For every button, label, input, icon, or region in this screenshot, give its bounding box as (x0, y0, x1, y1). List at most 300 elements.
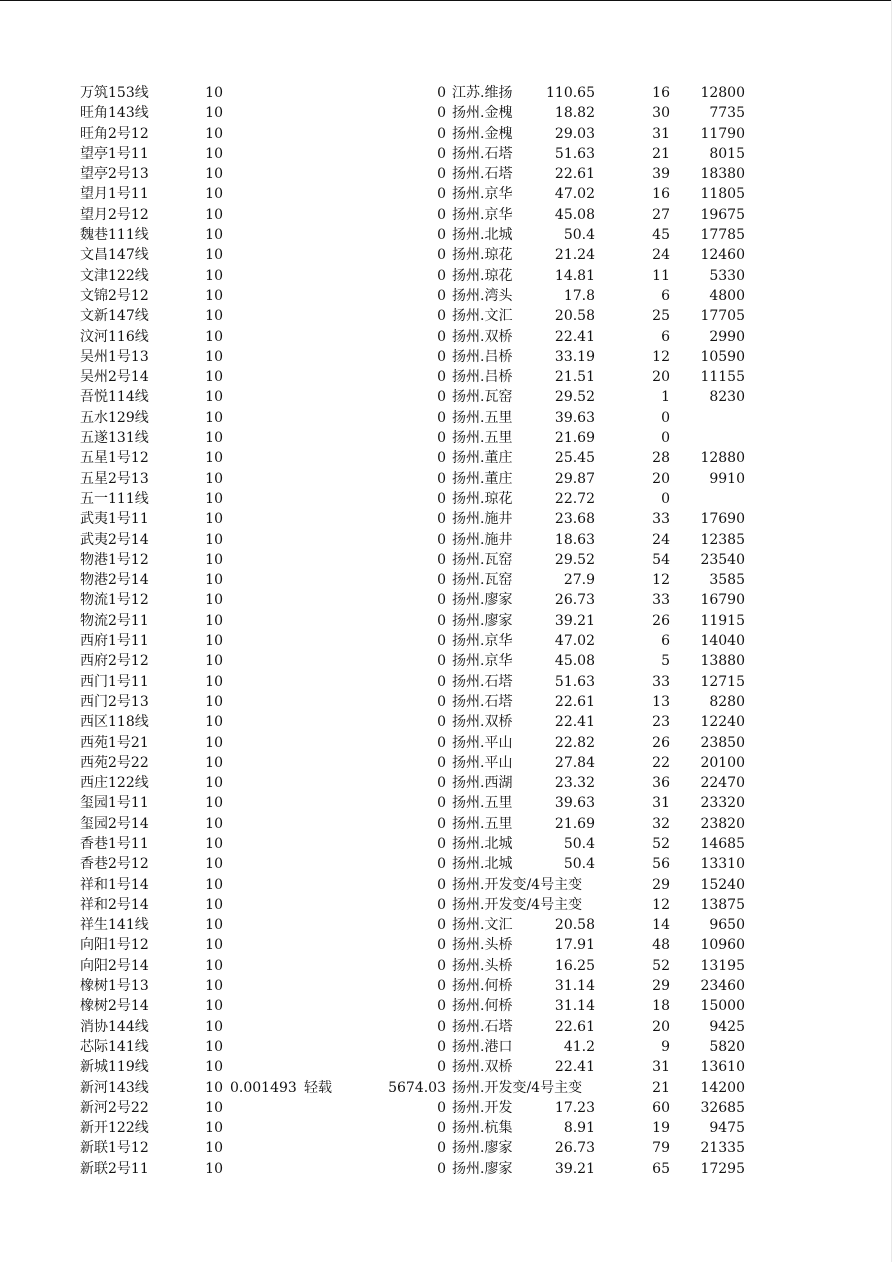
table-row (0, 509, 892, 529)
substation-cell: 扬州.开发 (452, 1099, 513, 1116)
substation-cell: 扬州.京华 (452, 633, 513, 650)
capacity-cell: 18380 (700, 166, 745, 183)
capacity-cell: 9650 (709, 917, 745, 934)
line-name-cell: 西区118线 (80, 714, 149, 731)
capacity-cell: 11155 (700, 369, 745, 386)
capacity-cell: 14685 (700, 835, 745, 852)
line-name-cell: 物港2号14 (80, 572, 149, 589)
table-row (0, 550, 892, 570)
table-row (0, 1037, 892, 1057)
voltage-cell: 10 (205, 1120, 223, 1137)
length-cell: 41.2 (563, 1038, 595, 1055)
voltage-cell: 10 (205, 734, 223, 751)
substation-cell: 扬州.西湖 (452, 775, 513, 792)
length-cell: 39.63 (554, 795, 595, 812)
substation-cell: 扬州.平山 (452, 734, 513, 751)
load-rate-cell: 0.001493 (230, 1079, 297, 1096)
capacity-cell: 17705 (700, 308, 745, 325)
voltage-cell: 10 (205, 1160, 223, 1177)
table-row (0, 469, 892, 489)
loss-cell: 0 (437, 490, 446, 507)
loss-cell: 0 (437, 1059, 446, 1076)
table-row (0, 834, 892, 854)
capacity-cell: 23820 (700, 815, 745, 832)
transformer-count-cell: 27 (652, 206, 670, 223)
voltage-cell: 10 (205, 389, 223, 406)
voltage-cell: 10 (205, 998, 223, 1015)
length-cell: 22.41 (554, 328, 595, 345)
line-name-cell: 新联2号11 (80, 1160, 149, 1177)
substation-cell: 扬州.杭集 (452, 1120, 513, 1137)
line-name-cell: 望月1号11 (80, 186, 149, 203)
spreadsheet-table (0, 83, 892, 1179)
line-name-cell: 万筑153线 (80, 85, 149, 101)
substation-cell: 扬州.五里 (452, 815, 513, 832)
length-cell: 31.14 (554, 998, 595, 1015)
voltage-cell: 10 (205, 287, 223, 304)
length-cell: 22.72 (554, 490, 595, 507)
transformer-count-cell: 36 (652, 775, 670, 792)
top-border (0, 0, 892, 1)
transformer-count-cell: 32 (652, 815, 670, 832)
voltage-cell: 10 (205, 1038, 223, 1055)
loss-cell: 0 (437, 348, 446, 365)
voltage-cell: 10 (205, 957, 223, 974)
substation-cell: 扬州.文汇 (452, 917, 513, 934)
substation-cell: 扬州.开发变/4号主变 (452, 1079, 583, 1096)
transformer-count-cell: 21 (652, 145, 670, 162)
substation-cell: 扬州.五里 (452, 795, 513, 812)
table-row (0, 124, 892, 144)
length-cell: 50.4 (563, 835, 595, 852)
transformer-count-cell: 20 (652, 1018, 670, 1035)
voltage-cell: 10 (205, 876, 223, 893)
table-row (0, 712, 892, 732)
capacity-cell: 32685 (700, 1099, 745, 1116)
table-row (0, 773, 892, 793)
voltage-cell: 10 (205, 531, 223, 548)
substation-cell: 扬州.琼花 (452, 490, 513, 507)
transformer-count-cell: 6 (661, 633, 670, 650)
line-name-cell: 物港1号12 (80, 551, 149, 568)
transformer-count-cell: 16 (652, 85, 670, 101)
length-cell: 18.82 (554, 105, 595, 122)
transformer-count-cell: 22 (652, 754, 670, 771)
transformer-count-cell: 11 (652, 267, 670, 284)
substation-cell: 扬州.董庄 (452, 470, 513, 487)
capacity-cell: 23540 (700, 551, 745, 568)
capacity-cell: 9910 (709, 470, 745, 487)
table-row (0, 530, 892, 550)
loss-cell: 0 (437, 835, 446, 852)
capacity-cell: 19675 (700, 206, 745, 223)
transformer-count-cell: 65 (652, 1160, 670, 1177)
transformer-count-cell: 48 (652, 937, 670, 954)
length-cell: 47.02 (554, 633, 595, 650)
loss-cell: 0 (437, 186, 446, 203)
substation-cell: 扬州.平山 (452, 754, 513, 771)
table-row (0, 225, 892, 245)
table-row (0, 651, 892, 671)
voltage-cell: 10 (205, 267, 223, 284)
loss-cell: 0 (437, 1140, 446, 1157)
length-cell: 22.41 (554, 714, 595, 731)
length-cell: 17.91 (554, 937, 595, 954)
table-row (0, 245, 892, 265)
loss-cell: 0 (437, 247, 446, 264)
transformer-count-cell: 24 (652, 531, 670, 548)
substation-cell: 扬州.开发变/4号主变 (452, 876, 583, 893)
loss-cell: 0 (437, 693, 446, 710)
length-cell: 21.69 (554, 430, 595, 447)
capacity-cell: 12460 (700, 247, 745, 264)
transformer-count-cell: 0 (661, 409, 670, 426)
substation-cell: 扬州.京华 (452, 206, 513, 223)
voltage-cell: 10 (205, 328, 223, 345)
voltage-cell: 10 (205, 369, 223, 386)
voltage-cell: 10 (205, 227, 223, 244)
substation-cell: 扬州.五里 (452, 409, 513, 426)
line-name-cell: 物流1号12 (80, 592, 149, 609)
transformer-count-cell: 25 (652, 308, 670, 325)
line-name-cell: 西庄122线 (80, 775, 149, 792)
line-name-cell: 新城119线 (80, 1059, 149, 1076)
substation-cell: 扬州.五里 (452, 430, 513, 447)
capacity-cell: 23850 (700, 734, 745, 751)
loss-cell: 0 (437, 714, 446, 731)
loss-cell: 0 (437, 328, 446, 345)
table-row (0, 753, 892, 773)
table-row (0, 408, 892, 428)
substation-cell: 扬州.吕桥 (452, 369, 513, 386)
substation-cell: 扬州.双桥 (452, 328, 513, 345)
substation-cell: 扬州.石塔 (452, 673, 513, 690)
capacity-cell: 17690 (700, 511, 745, 528)
loss-cell: 0 (437, 896, 446, 913)
substation-cell: 扬州.瓦窑 (452, 551, 513, 568)
transformer-count-cell: 26 (652, 734, 670, 751)
substation-cell: 扬州.施井 (452, 531, 513, 548)
capacity-cell: 5330 (709, 267, 745, 284)
table-row (0, 590, 892, 610)
loss-cell: 0 (437, 1160, 446, 1177)
length-cell: 20.58 (554, 917, 595, 934)
line-name-cell: 武夷1号11 (80, 511, 149, 528)
table-row (0, 854, 892, 874)
loss-cell: 0 (437, 775, 446, 792)
capacity-cell: 4800 (709, 287, 745, 304)
transformer-count-cell: 12 (652, 348, 670, 365)
line-name-cell: 旺角143线 (80, 105, 149, 122)
table-row (0, 428, 892, 448)
loss-cell: 0 (437, 511, 446, 528)
length-cell: 18.63 (554, 531, 595, 548)
line-name-cell: 五水129线 (80, 409, 149, 426)
length-cell: 29.52 (554, 551, 595, 568)
table-row (0, 448, 892, 468)
table-row (0, 1118, 892, 1138)
transformer-count-cell: 16 (652, 186, 670, 203)
line-name-cell: 西苑2号22 (80, 754, 149, 771)
length-cell: 45.08 (554, 206, 595, 223)
length-cell: 21.69 (554, 815, 595, 832)
voltage-cell: 10 (205, 308, 223, 325)
length-cell: 29.03 (554, 125, 595, 142)
capacity-cell: 12715 (700, 673, 745, 690)
substation-cell: 扬州.头桥 (452, 957, 513, 974)
loss-cell: 0 (437, 206, 446, 223)
line-name-cell: 武夷2号14 (80, 531, 149, 548)
line-name-cell: 消协144线 (80, 1018, 149, 1035)
transformer-count-cell: 45 (652, 227, 670, 244)
voltage-cell: 10 (205, 1140, 223, 1157)
capacity-cell: 5820 (709, 1038, 745, 1055)
length-cell: 110.65 (546, 85, 595, 101)
loss-cell: 0 (437, 450, 446, 467)
loss-cell: 0 (437, 1018, 446, 1035)
line-name-cell: 玺园2号14 (80, 815, 149, 832)
line-name-cell: 祥和1号14 (80, 876, 149, 893)
capacity-cell: 22470 (700, 775, 745, 792)
voltage-cell: 10 (205, 815, 223, 832)
loss-cell: 0 (437, 572, 446, 589)
transformer-count-cell: 31 (652, 795, 670, 812)
voltage-cell: 10 (205, 551, 223, 568)
voltage-cell: 10 (205, 795, 223, 812)
voltage-cell: 10 (205, 1059, 223, 1076)
table-row (0, 996, 892, 1016)
substation-cell: 扬州.北城 (452, 835, 513, 852)
length-cell: 27.84 (554, 754, 595, 771)
loss-cell: 0 (437, 856, 446, 873)
voltage-cell: 10 (205, 896, 223, 913)
substation-cell: 扬州.廖家 (452, 1140, 513, 1157)
loss-cell: 0 (437, 308, 446, 325)
substation-cell: 扬州.吕桥 (452, 348, 513, 365)
length-cell: 50.4 (563, 856, 595, 873)
table-row (0, 611, 892, 631)
loss-cell: 0 (437, 1038, 446, 1055)
length-cell: 23.68 (554, 511, 595, 528)
loss-cell: 0 (437, 815, 446, 832)
length-cell: 45.08 (554, 653, 595, 670)
table-row (0, 935, 892, 955)
length-cell: 39.63 (554, 409, 595, 426)
substation-cell: 扬州.双桥 (452, 1059, 513, 1076)
line-name-cell: 玺园1号11 (80, 795, 149, 812)
table-row (0, 1098, 892, 1118)
capacity-cell: 12880 (700, 450, 745, 467)
loss-cell: 0 (437, 125, 446, 142)
length-cell: 51.63 (554, 145, 595, 162)
line-name-cell: 五一111线 (80, 490, 149, 507)
length-cell: 21.51 (554, 369, 595, 386)
transformer-count-cell: 29 (652, 978, 670, 995)
substation-cell: 扬州.瓦窑 (452, 389, 513, 406)
loss-cell: 0 (437, 287, 446, 304)
line-name-cell: 五遂131线 (80, 430, 149, 447)
loss-cell: 0 (437, 166, 446, 183)
length-cell: 17.23 (554, 1099, 595, 1116)
transformer-count-cell: 23 (652, 714, 670, 731)
voltage-cell: 10 (205, 166, 223, 183)
substation-cell: 扬州.港口 (452, 1038, 513, 1055)
substation-cell: 扬州.瓦窑 (452, 572, 513, 589)
line-name-cell: 望月2号12 (80, 206, 149, 223)
table-row (0, 184, 892, 204)
capacity-cell: 13880 (700, 653, 745, 670)
length-cell: 29.87 (554, 470, 595, 487)
length-cell: 14.81 (554, 267, 595, 284)
loss-cell: 0 (437, 369, 446, 386)
transformer-count-cell: 28 (652, 450, 670, 467)
table-row (0, 570, 892, 590)
transformer-count-cell: 12 (652, 572, 670, 589)
voltage-cell: 10 (205, 693, 223, 710)
substation-cell: 扬州.董庄 (452, 450, 513, 467)
loss-cell: 0 (437, 389, 446, 406)
voltage-cell: 10 (205, 653, 223, 670)
table-row (0, 956, 892, 976)
line-name-cell: 向阳1号12 (80, 937, 149, 954)
length-cell: 20.58 (554, 308, 595, 325)
length-cell: 22.41 (554, 1059, 595, 1076)
substation-cell: 扬州.湾头 (452, 287, 513, 304)
capacity-cell: 15000 (700, 998, 745, 1015)
voltage-cell: 10 (205, 206, 223, 223)
transformer-count-cell: 79 (652, 1140, 670, 1157)
line-name-cell: 西苑1号21 (80, 734, 149, 751)
length-cell: 47.02 (554, 186, 595, 203)
loss-cell: 0 (437, 105, 446, 122)
table-row (0, 1017, 892, 1037)
loss-cell: 0 (437, 998, 446, 1015)
loss-cell: 0 (437, 795, 446, 812)
transformer-count-cell: 60 (652, 1099, 670, 1116)
voltage-cell: 10 (205, 105, 223, 122)
table-row (0, 875, 892, 895)
transformer-count-cell: 21 (652, 1079, 670, 1096)
line-name-cell: 文津122线 (80, 267, 149, 284)
table-row (0, 164, 892, 184)
substation-cell: 扬州.金槐 (452, 125, 513, 142)
transformer-count-cell: 54 (652, 551, 670, 568)
line-name-cell: 物流2号11 (80, 612, 149, 629)
substation-cell: 扬州.石塔 (452, 166, 513, 183)
capacity-cell: 13310 (700, 856, 745, 873)
voltage-cell: 10 (205, 125, 223, 142)
loss-cell: 0 (437, 267, 446, 284)
length-cell: 22.82 (554, 734, 595, 751)
table-row (0, 347, 892, 367)
loss-cell: 0 (437, 1120, 446, 1137)
voltage-cell: 10 (205, 592, 223, 609)
loss-cell: 0 (437, 227, 446, 244)
table-row (0, 144, 892, 164)
loss-cell: 0 (437, 653, 446, 670)
transformer-count-cell: 30 (652, 105, 670, 122)
voltage-cell: 10 (205, 186, 223, 203)
load-status-cell: 轻载 (304, 1079, 332, 1096)
length-cell: 50.4 (563, 227, 595, 244)
table-row (0, 327, 892, 347)
voltage-cell: 10 (205, 348, 223, 365)
transformer-count-cell: 33 (652, 592, 670, 609)
voltage-cell: 10 (205, 612, 223, 629)
substation-cell: 扬州.何桥 (452, 998, 513, 1015)
loss-cell: 0 (437, 531, 446, 548)
substation-cell: 扬州.施井 (452, 511, 513, 528)
loss-cell: 0 (437, 633, 446, 650)
line-name-cell: 祥生141线 (80, 917, 149, 934)
table-row (0, 692, 892, 712)
substation-cell: 扬州.廖家 (452, 612, 513, 629)
capacity-cell: 10960 (700, 937, 745, 954)
length-cell: 39.21 (554, 612, 595, 629)
line-name-cell: 望亭2号13 (80, 166, 149, 183)
transformer-count-cell: 1 (661, 389, 670, 406)
substation-cell: 扬州.何桥 (452, 978, 513, 995)
substation-cell: 江苏.维扬 (452, 85, 513, 101)
length-cell: 29.52 (554, 389, 595, 406)
length-cell: 27.9 (563, 572, 595, 589)
transformer-count-cell: 39 (652, 166, 670, 183)
substation-cell: 扬州.京华 (452, 186, 513, 203)
loss-cell: 0 (437, 917, 446, 934)
capacity-cell: 2990 (709, 328, 745, 345)
table-row (0, 1159, 892, 1179)
capacity-cell: 14040 (700, 633, 745, 650)
substation-cell: 扬州.琼花 (452, 267, 513, 284)
voltage-cell: 10 (205, 572, 223, 589)
table-row (0, 83, 892, 103)
voltage-cell: 10 (205, 85, 223, 101)
line-name-cell: 香巷2号12 (80, 856, 149, 873)
capacity-cell: 16790 (700, 592, 745, 609)
length-cell: 26.73 (554, 592, 595, 609)
transformer-count-cell: 20 (652, 369, 670, 386)
loss-cell: 0 (437, 470, 446, 487)
line-name-cell: 香巷1号11 (80, 835, 149, 852)
line-name-cell: 新河143线 (80, 1079, 149, 1096)
loss-cell: 0 (437, 592, 446, 609)
loss-cell: 0 (437, 734, 446, 751)
loss-cell: 0 (437, 1099, 446, 1116)
table-row (0, 733, 892, 753)
line-name-cell: 望亭1号11 (80, 145, 149, 162)
capacity-cell: 15240 (700, 876, 745, 893)
substation-cell: 扬州.石塔 (452, 1018, 513, 1035)
length-cell: 22.61 (554, 1018, 595, 1035)
voltage-cell: 10 (205, 470, 223, 487)
loss-cell: 0 (437, 85, 446, 101)
capacity-cell: 7735 (709, 105, 745, 122)
transformer-count-cell: 33 (652, 511, 670, 528)
capacity-cell: 13195 (700, 957, 745, 974)
transformer-count-cell: 12 (652, 896, 670, 913)
transformer-count-cell: 6 (661, 287, 670, 304)
transformer-count-cell: 0 (661, 490, 670, 507)
line-name-cell: 新联1号12 (80, 1140, 149, 1157)
length-cell: 16.25 (554, 957, 595, 974)
length-cell: 22.61 (554, 693, 595, 710)
capacity-cell: 3585 (709, 572, 745, 589)
capacity-cell: 12800 (700, 85, 745, 101)
voltage-cell: 10 (205, 1018, 223, 1035)
capacity-cell: 14200 (700, 1079, 745, 1096)
table-row (0, 1078, 892, 1098)
capacity-cell: 12240 (700, 714, 745, 731)
